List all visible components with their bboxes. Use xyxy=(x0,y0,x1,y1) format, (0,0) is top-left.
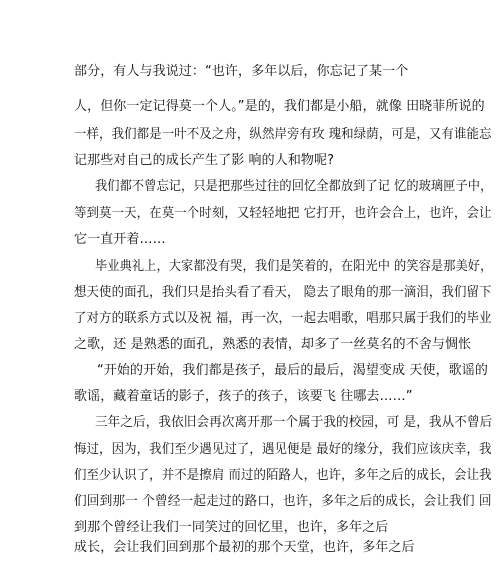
paragraph-line: 人，但你一定记得莫一个人。”是的，我们都是小船，就像 田晓菲所说的 xyxy=(74,99,485,114)
paragraph-line: 成长，会让我们回到那个最初的那个天堂，也许，多年之后 xyxy=(74,540,415,555)
paragraph-line: 毕业典礼上，大家都没有哭，我们是笑着的，在阳光中 的笑容是那美好， xyxy=(95,259,493,274)
paragraph-line: 一样，我们都是一叶不及之舟，纵然岸旁有玫 瑰和绿荫，可是，又有谁能忘 xyxy=(74,127,492,142)
paragraph-line: 悔过，因为，我们至少遇见过了，遇见便是 最好的缘分，我们应该庆幸，我 xyxy=(74,442,492,457)
paragraph-line: 们至少认识了，并不是擦肩 而过的陌路人，也许，多年之后的成长，会让我 xyxy=(74,468,492,483)
paragraph-line: “开始的开始，我们都是孩子，最后的最后，渴望变成 天使，歌谣的 xyxy=(97,363,488,378)
paragraph-line: 到那个曾经让我们一同笑过的回忆里，也许，多年之后 xyxy=(74,520,389,535)
paragraph-line: 它一直开着…… xyxy=(74,232,166,247)
paragraph-line: 歌谣，藏着童话的影子，孩子的孩子，该要飞 往哪去……” xyxy=(74,389,413,404)
paragraph-line: 部分，有人与我说过：“也许，多年以后，你忘记了某一个 xyxy=(74,64,409,79)
paragraph-line: 们回到那一 个曾经一起走过的路口，也许，多年之后的成长，会让我们 回 xyxy=(74,494,492,509)
paragraph-line: 我们都不曾忘记，只是把那些过往的回忆全都放到了记 忆的玻璃匣子中， xyxy=(95,179,493,194)
paragraph-line: 等到莫一天，在莫一个时刻，又轻轻地把 它打开，也许会合上，也许，会让 xyxy=(74,206,492,221)
paragraph-line: 之歌，还 是熟悉的面孔，熟悉的表情，却多了一丝莫名的不舍与惆怅 xyxy=(74,337,472,352)
paragraph-line: 三年之后，我依旧会再次离开那一个属于我的校园，可 是，我从不曾后 xyxy=(95,415,493,430)
paragraph-line: 记那些对自己的成长产生了影 响的人和物呢? xyxy=(74,153,335,168)
paragraph-line: 想天使的面孔，我们只是抬头看了看天， 隐去了眼角的那一滴泪，我们留下 xyxy=(74,285,492,300)
paragraph-line: 了对方的联系方式以及祝 福，再一次，一起去唱歌，唱那只属于我们的毕业 xyxy=(74,311,492,326)
